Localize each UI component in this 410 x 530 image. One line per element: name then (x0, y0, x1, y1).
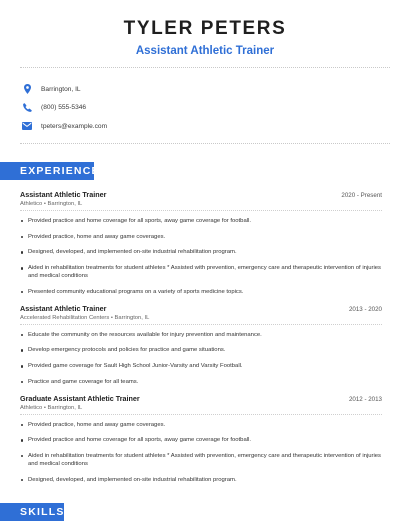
job-bullets (20, 217, 382, 296)
contact-email (22, 117, 107, 135)
section-header-skills (0, 503, 64, 521)
contact-divider (20, 143, 390, 144)
job-bullet: Presented community educational programs on a variety of sports medicine topics. (20, 288, 382, 296)
section-title-experience: EXPERIENCE (20, 165, 100, 177)
job-employer: Accelerated Rehabilitation Centers • Barrington, IL (20, 315, 382, 325)
contact-location (22, 80, 107, 98)
contact-list (22, 80, 107, 136)
candidate-name: TYLER PETERS (123, 18, 287, 39)
job-entry (20, 394, 382, 485)
job-bullet: Provided practice and home coverage for all sports, away game coverage for football. (20, 217, 382, 225)
job-dates: 2012 - 2013 (348, 395, 382, 403)
job-bullet: Educate the community on the resources available for injury prevention and maintenance. (20, 331, 382, 339)
job-employer: Athletico • Barrington, IL (20, 405, 382, 415)
job-title: Graduate Assistant Athletic Trainer (20, 393, 140, 403)
job-bullets (20, 421, 382, 485)
job-title: Assistant Athletic Trainer (20, 303, 107, 313)
job-bullet: Aided in rehabilitation treatments for student athletes * Assisted with prevention, emergency care and therapeutic intervention of injuries and medical conditions (20, 264, 382, 280)
contact-email-text: tpeters@example.com (41, 122, 108, 130)
job-bullets (20, 331, 382, 386)
job-bullet: Develop emergency protocols and policies for practice and game situations. (20, 346, 382, 354)
candidate-title: Assistant Athletic Trainer (135, 45, 275, 57)
contact-location-text: Barrington, IL (41, 85, 81, 93)
location-pin-icon (22, 84, 32, 94)
job-bullet: Designed, developed, and implemented on-site industrial rehabilitation program. (20, 476, 382, 484)
email-icon (22, 121, 32, 131)
header-divider (20, 67, 390, 68)
job-entry (20, 304, 382, 386)
job-dates: 2013 - 2020 (348, 305, 382, 313)
job-bullet: Practice and game coverage for all teams. (20, 378, 382, 386)
job-bullet: Designed, developed, and implemented on-site industrial rehabilitation program. (20, 248, 382, 256)
job-bullet: Provided practice and home coverage for all sports, away game coverage for football. (20, 436, 382, 444)
phone-icon (22, 103, 32, 113)
experience-list (20, 190, 382, 492)
job-dates: 2020 - Present (341, 192, 382, 199)
contact-phone-text: (800) 555-5346 (41, 104, 87, 111)
job-entry (20, 190, 382, 296)
job-bullet: Provided practice, home and away game coverages. (20, 421, 382, 429)
section-header-experience (0, 162, 100, 180)
contact-phone (22, 99, 107, 117)
section-title-skills: SKILLS (20, 506, 65, 518)
job-title: Assistant Athletic Trainer (20, 190, 107, 199)
resume-header (0, 0, 410, 58)
job-bullet: Provided practice, home and away game coverages. (20, 233, 382, 241)
job-employer: Athletico • Barrington, IL (20, 201, 382, 211)
job-bullet: Provided game coverage for Sault High School Junior-Varsity and Varsity Football. (20, 362, 382, 370)
job-bullet: Aided in rehabilitation treatments for student athletes * Assisted with prevention, emergency care and therapeutic intervention of injuries and medical conditions (20, 452, 382, 468)
